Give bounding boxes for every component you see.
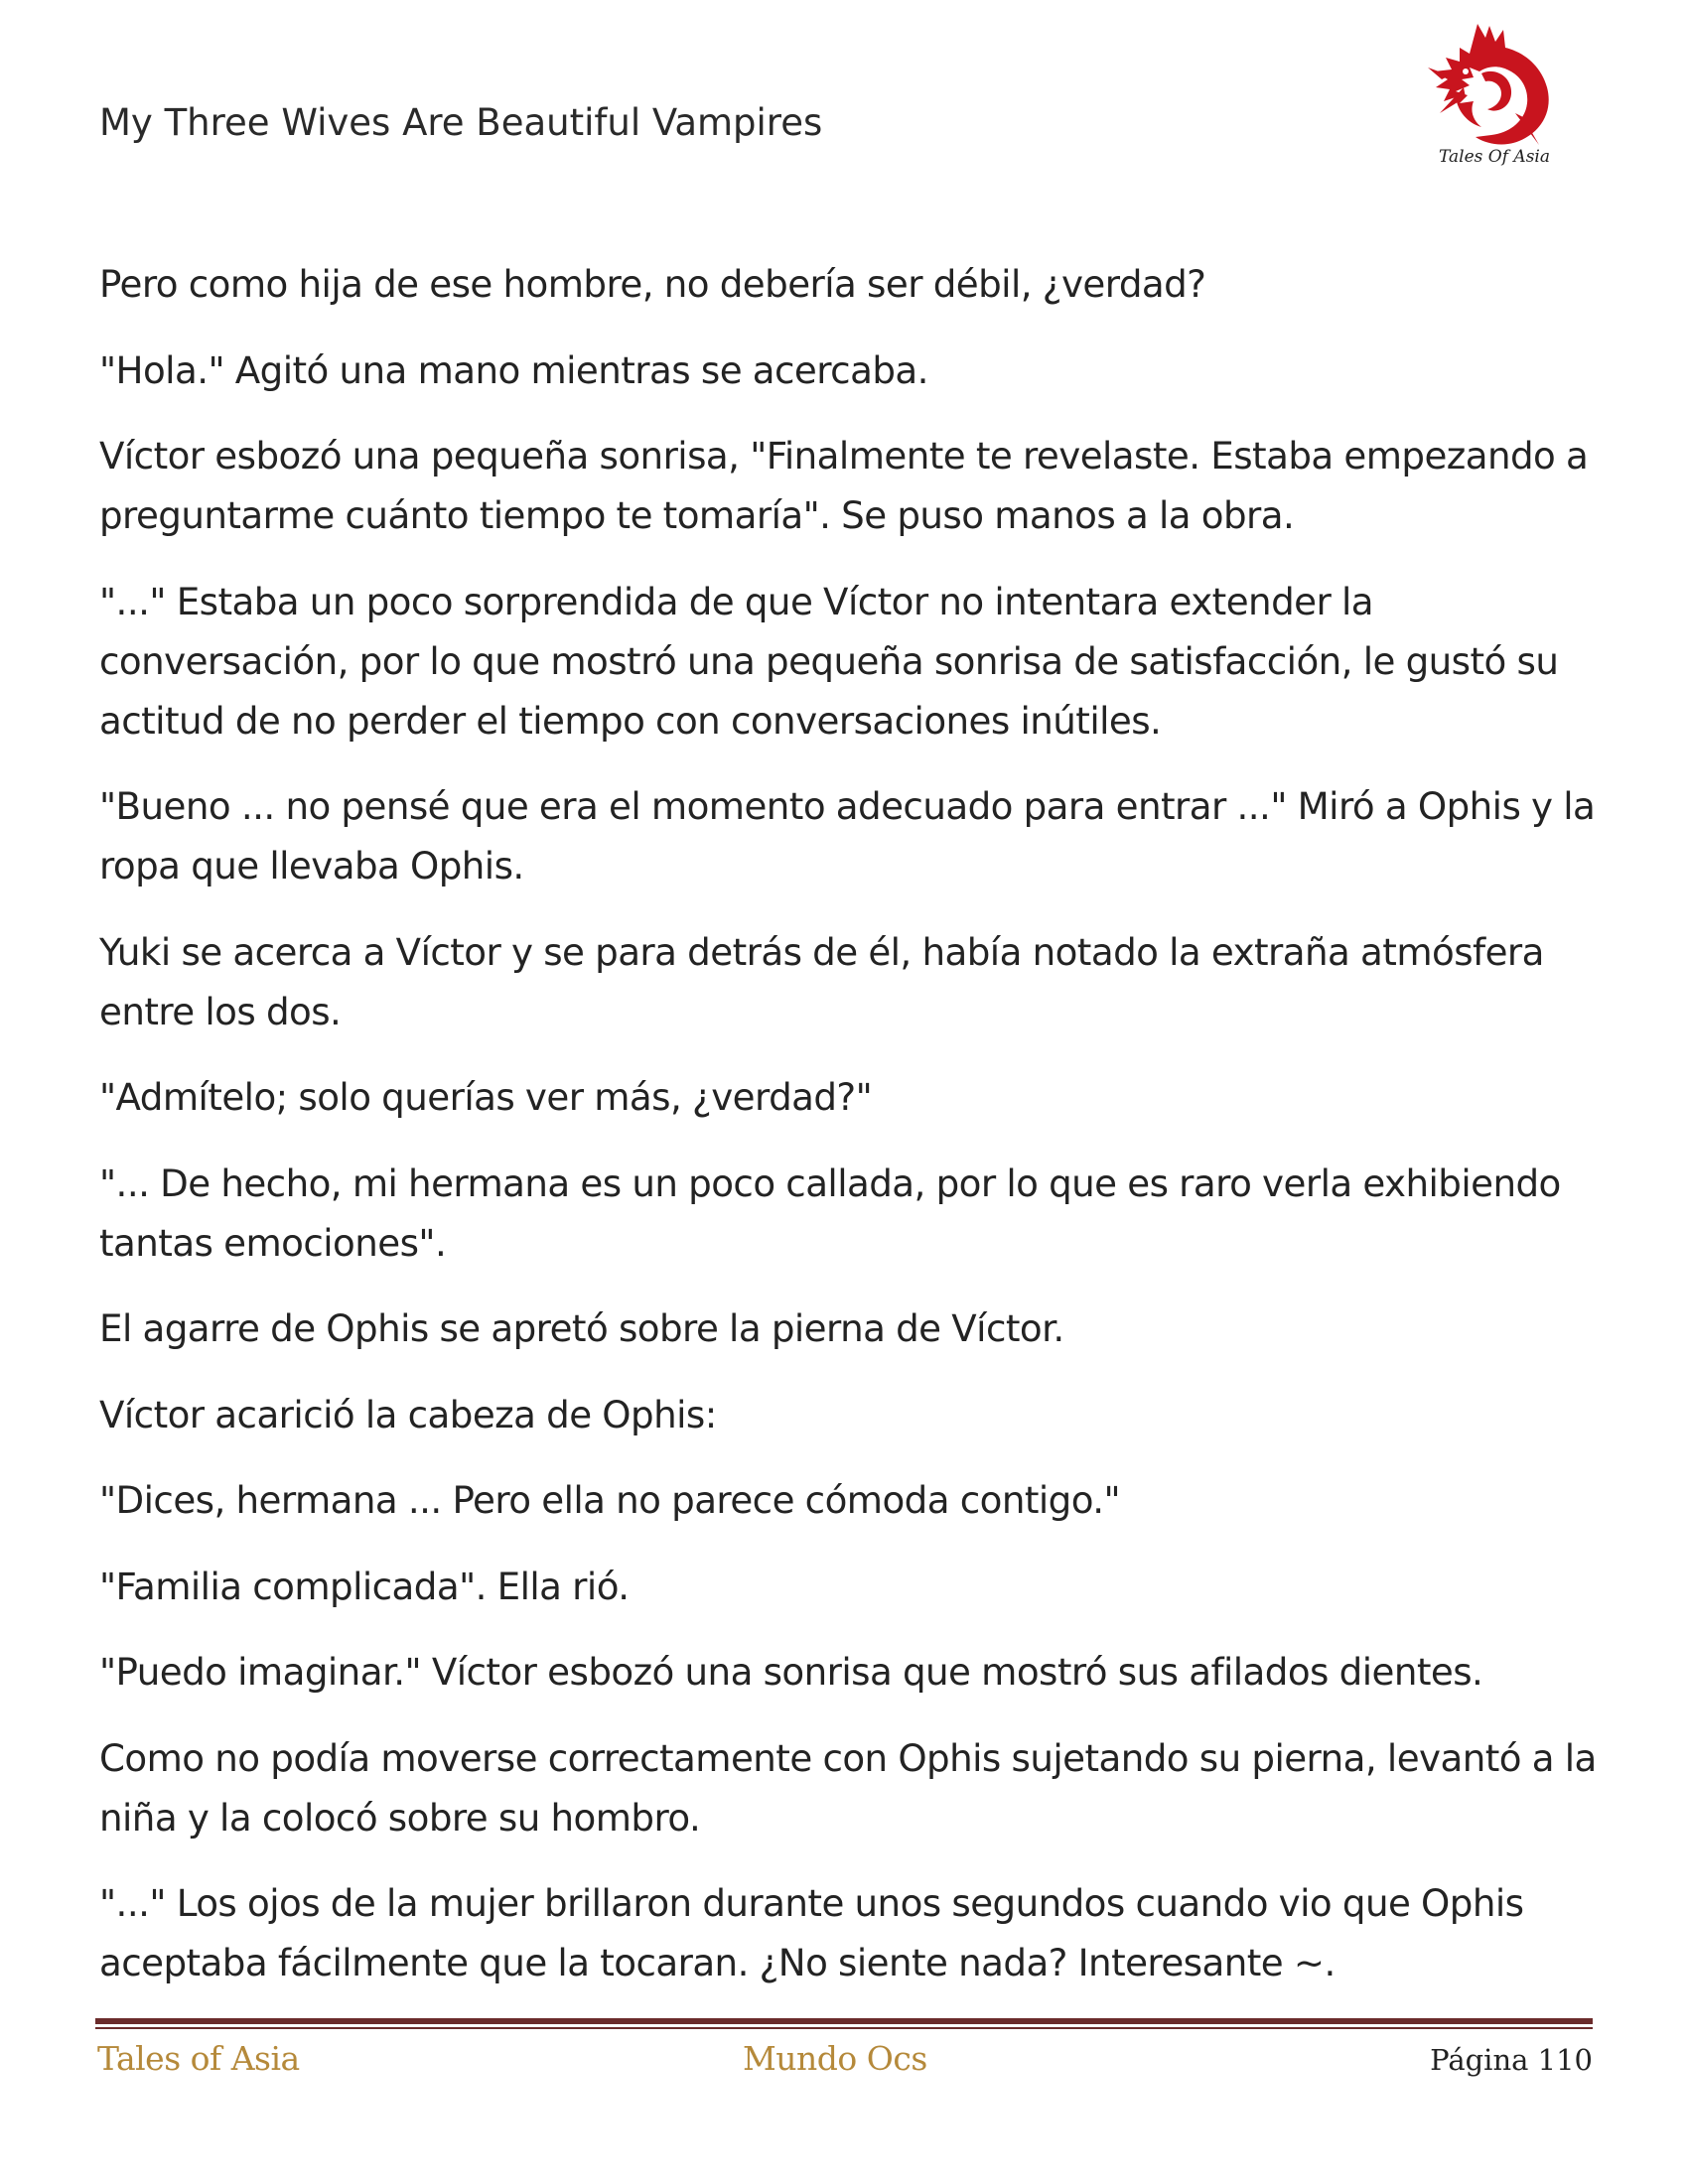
- paragraph: "Puedo imaginar." Víctor esbozó una sonrisa que mostró sus afilados dientes.: [99, 1650, 1483, 1694]
- paragraph: "..." Estaba un poco sorprendida de que Víctor no intentara extender la conversación, por lo que mostró una pequeña sonrisa de satisfacción, le gustó su actitud de no perder el tiempo con conversaciones inútiles.: [99, 579, 1559, 743]
- paragraph: Yuki se acerca a Víctor y se para detrás de él, había notado la extraña atmósfera entre los dos.: [99, 929, 1544, 1033]
- paragraph: Como no podía moverse correctamente con Ophis sujetando su pierna, levantó a la niña y la colocó sobre su hombro.: [99, 1735, 1597, 1840]
- paragraph: "Admítelo; solo querías ver más, ¿verdad?": [99, 1075, 873, 1119]
- page-number: Página 110: [1430, 2043, 1593, 2077]
- header-title: My Three Wives Are Beautiful Vampires: [99, 101, 823, 144]
- paragraph: "Familia complicada". Ella rió.: [99, 1564, 630, 1608]
- footer-site: Mundo Ocs: [743, 2039, 927, 2078]
- paragraph: Víctor acarició la cabeza de Ophis:: [99, 1392, 717, 1436]
- paragraph: "Hola." Agitó una mano mientras se acercaba.: [99, 347, 928, 392]
- logo: [1420, 18, 1569, 182]
- logo-text: Tales Of Asia: [1439, 147, 1550, 167]
- paragraph: "Dices, hermana ... Pero ella no parece cómoda contigo.": [99, 1478, 1121, 1522]
- paragraph: Pero como hija de ese hombre, no debería ser débil, ¿verdad?: [99, 262, 1206, 306]
- paragraph: "..." Los ojos de la mujer brillaron durante unos segundos cuando vio que Ophis aceptaba fácilmente que la tocaran. ¿No siente nada? Interesante ~.: [99, 1881, 1524, 1984]
- paragraph: "... De hecho, mi hermana es un poco callada, por lo que es raro verla exhibiendo tantas emociones".: [99, 1160, 1561, 1265]
- paragraph: "Bueno ... no pensé que era el momento adecuado para entrar ..." Miró a Ophis y la ropa que llevaba Ophis.: [99, 784, 1596, 887]
- page-body: [99, 254, 1599, 2019]
- paragraph: Víctor esbozó una pequeña sonrisa, "Finalmente te revelaste. Estaba empezando a preguntarme cuánto tiempo te tomaría". Se puso manos a la obra.: [99, 434, 1589, 537]
- footer-rule-thin: [95, 2027, 1593, 2029]
- red-dragon-icon: [1420, 18, 1569, 152]
- footer-rule: [95, 2018, 1593, 2024]
- footer-brand: Tales of Asia: [97, 2039, 300, 2078]
- paragraph: El agarre de Ophis se apretó sobre la pierna de Víctor.: [99, 1306, 1064, 1350]
